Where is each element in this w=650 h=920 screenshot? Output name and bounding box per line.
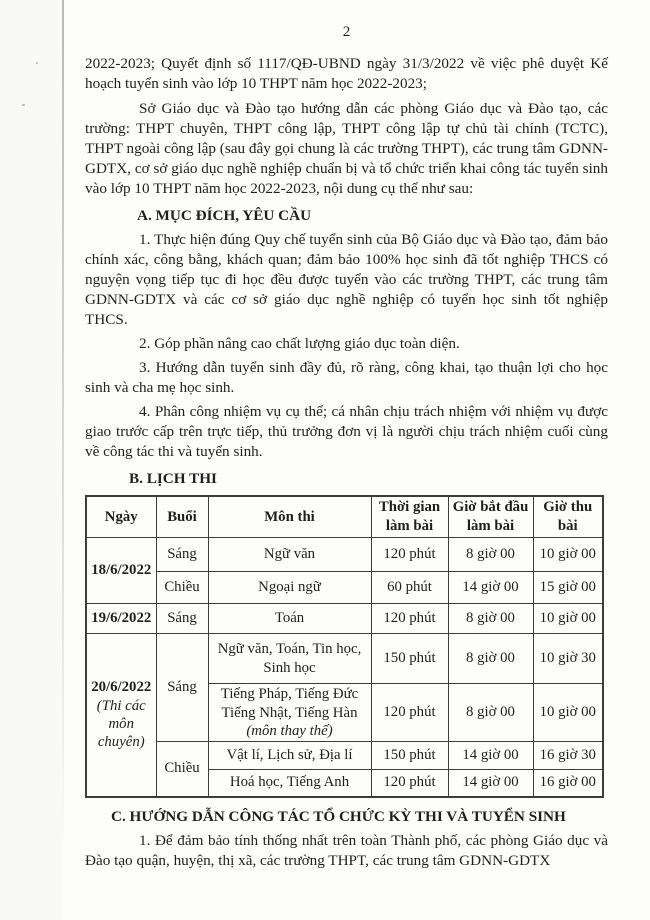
session-cell: Sáng bbox=[156, 538, 208, 572]
document-page bbox=[85, 22, 608, 871]
intro-paragraph-1: 2022-2023; Quyết định số 1117/QĐ-UBND ngày 31/3/2022 về việc phê duyệt Kế hoạch tuyển sinh vào lớp 10 THPT năm học 2022-2023; bbox=[85, 55, 608, 92]
subject-cell: Hoá học, Tiếng Anh bbox=[208, 770, 371, 797]
section-c-heading: C. HƯỚNG DẪN CÔNG TÁC TỔ CHỨC KỲ THI VÀ TUYỂN SINH bbox=[111, 807, 566, 825]
date-cell: 19/6/2022 bbox=[86, 604, 156, 634]
session-cell: Chiều bbox=[156, 572, 208, 604]
intro-paragraph-2: Sở Giáo dục và Đào tạo hướng dẫn các phòng Giáo dục và Đào tạo, các trường: THPT chuyên, THPT công lập, THPT công lập tự chủ tài chính (TCTC), THPT ngoài công lập (sau đây gọi chung là các trường THPT), các trung tâm GDNN-GDTX, cơ sở giáo dục nghề nghiệp chuẩn bị và tổ chức triển khai công tác tuyển sinh vào lớp 10 THPT năm học 2022-2023, nội dung cụ thể như sau: bbox=[85, 100, 608, 197]
table-row bbox=[86, 572, 603, 604]
table-row bbox=[86, 604, 603, 634]
duration-cell: 60 phút bbox=[371, 572, 448, 604]
table-row bbox=[86, 538, 603, 572]
date-value: 20/6/2022 bbox=[91, 679, 152, 696]
section-b-heading: B. LỊCH THI bbox=[129, 470, 217, 487]
page-number: 2 bbox=[342, 23, 351, 40]
header-cell-session: Buổi bbox=[156, 496, 208, 538]
subject-cell: Ngoại ngữ bbox=[208, 572, 371, 604]
session-cell: Chiều bbox=[156, 742, 208, 797]
session-cell: Sáng bbox=[156, 634, 208, 742]
section-c-item-1: 1. Để đảm bảo tính thống nhất trên toàn Thành phố, các phòng Giáo dục và Đào tạo quận, huyện, thị xã, các trường THPT, các trung tâm GDNN-GDTX bbox=[85, 831, 608, 869]
subject-value: Tiếng Pháp, Tiếng Đức Tiếng Nhật, Tiếng Hàn bbox=[220, 686, 359, 721]
duration-cell: 120 phút bbox=[371, 684, 448, 742]
header-cell-start-time: Giờ bắt đầu làm bài bbox=[448, 496, 533, 538]
subject-cell: Ngữ văn bbox=[208, 538, 371, 572]
subject-cell: Vật lí, Lịch sử, Địa lí bbox=[208, 742, 371, 770]
subject-cell: Toán bbox=[208, 604, 371, 634]
date-note: (Thi các môn chuyên) bbox=[96, 698, 146, 751]
header-cell-subject: Môn thi bbox=[208, 496, 371, 538]
table-row bbox=[86, 742, 603, 770]
table-header-row bbox=[86, 496, 603, 538]
scan-edge-line bbox=[62, 0, 64, 860]
session-cell: Sáng bbox=[156, 604, 208, 634]
collect-time-cell: 10 giờ 00 bbox=[533, 684, 603, 742]
section-a-item-4: 4. Phân công nhiệm vụ cụ thể; cá nhân chịu trách nhiệm với nhiệm vụ được giao trước cấp trên trực tiếp, thủ trưởng đơn vị là người chịu trách nhiệm cuối cùng về công tác thi và tuyển sinh. bbox=[85, 403, 608, 460]
duration-cell: 120 phút bbox=[371, 538, 448, 572]
scan-edge-shade bbox=[0, 0, 62, 920]
subject-cell bbox=[208, 684, 371, 742]
subject-note: (môn thay thế) bbox=[246, 723, 333, 739]
duration-cell: 150 phút bbox=[371, 634, 448, 684]
start-time-cell: 14 giờ 00 bbox=[448, 572, 533, 604]
collect-time-cell: 10 giờ 00 bbox=[533, 538, 603, 572]
scan-speck bbox=[36, 62, 38, 64]
collect-time-cell: 10 giờ 00 bbox=[533, 604, 603, 634]
date-cell bbox=[86, 634, 156, 797]
subject-cell: Ngữ văn, Toán, Tin học, Sinh học bbox=[208, 634, 371, 684]
scan-speck bbox=[22, 104, 25, 106]
duration-cell: 120 phút bbox=[371, 604, 448, 634]
header-cell-duration: Thời gian làm bài bbox=[371, 496, 448, 538]
collect-time-cell: 16 giờ 30 bbox=[533, 742, 603, 770]
duration-cell: 120 phút bbox=[371, 770, 448, 797]
table-row bbox=[86, 634, 603, 684]
section-a-item-2: 2. Góp phần nâng cao chất lượng giáo dục toàn diện. bbox=[139, 335, 460, 352]
exam-schedule-table bbox=[85, 495, 604, 798]
start-time-cell: 8 giờ 00 bbox=[448, 604, 533, 634]
start-time-cell: 8 giờ 00 bbox=[448, 634, 533, 684]
date-cell: 18/6/2022 bbox=[86, 538, 156, 604]
section-a-heading: A. MỤC ĐÍCH, YÊU CẦU bbox=[137, 207, 312, 224]
header-cell-date: Ngày bbox=[86, 496, 156, 538]
header-cell-collect-time: Giờ thu bài bbox=[533, 496, 603, 538]
duration-cell: 150 phút bbox=[371, 742, 448, 770]
collect-time-cell: 10 giờ 30 bbox=[533, 634, 603, 684]
start-time-cell: 14 giờ 00 bbox=[448, 770, 533, 797]
start-time-cell: 8 giờ 00 bbox=[448, 538, 533, 572]
section-a-item-1: 1. Thực hiện đúng Quy chế tuyển sinh của Bộ Giáo dục và Đào tạo, đảm bảo chính xác, công bằng, khách quan; đảm bảo 100% học sinh đã tốt nghiệp THCS có nguyện vọng tiếp tục đi học đều được tuyển vào các trường THPT, các trung tâm GDNN-GDTX và các cơ sở giáo dục nghề nghiệp có tuyển học sinh tốt nghiệp THCS. bbox=[85, 231, 608, 328]
collect-time-cell: 16 giờ 00 bbox=[533, 770, 603, 797]
start-time-cell: 8 giờ 00 bbox=[448, 684, 533, 742]
collect-time-cell: 15 giờ 00 bbox=[533, 572, 603, 604]
section-a-item-3: 3. Hướng dẫn tuyển sinh đầy đủ, rõ ràng, công khai, tạo thuận lợi cho học sinh và cha mẹ học sinh. bbox=[85, 359, 608, 396]
start-time-cell: 14 giờ 00 bbox=[448, 742, 533, 770]
